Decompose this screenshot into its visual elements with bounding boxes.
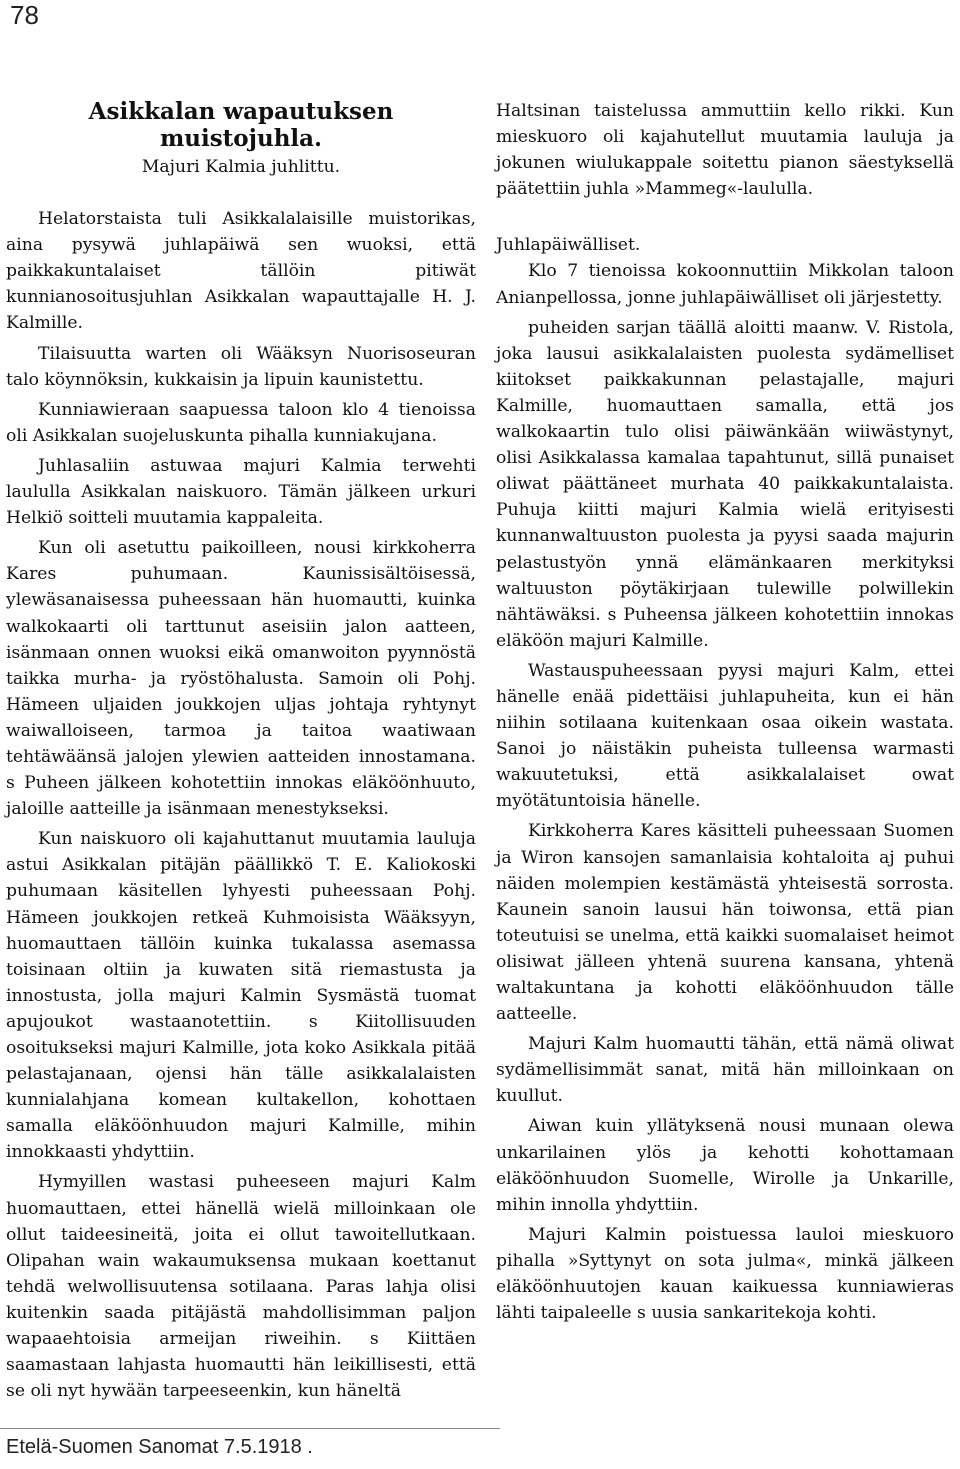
paragraph: Hymyillen wastasi puheeseen majuri Kalm huomauttaen, ettei hänellä wielä milloinkaan ole ollut taideesineitä, joita ei ollut tawoitellutkaan. Olipahan wain wakaumuksensa mukaan koettanut tehdä welwollisuutensa sotilaana. Paras lahja olisi kuitenkin saada pitäjästä mahdollisimman paljon wapaaehtoisia armeijan riweihin. s Kiittäen saamastaan lahjasta huomautti hän leikillisesti, että se oli nyt hywään tarpeeseenkin, kun häneltä [6,1172,476,1402]
paragraph: Kunniawieraan saapuessa taloon klo 4 tienoissa oli Asikkalan suojeluskunta pihalla kunniakujana. [6,399,476,446]
paragraph: Kun oli asetuttu paikoilleen, nousi kirkkoherra Kares puhumaan. Kaunissisältöisessä, ylewäsanaisessa puheessaan hän huomautti, kuinka walkokaarti oli tarttunut aseisiin jalon aatteen, isänmaan onnen wuoksi eikä omanwoiton pyynnöstä taikka murha- ja ryöstöhalusta. Samoin oli Pohj. Hämeen uljaiden joukkojen uljas johtaja ryhtynyt waiwalloiseen, tarmoa ja taitoa waatiwaan tehtäwäänsä jalojen ylewien aatteiden innostamana. s Puheen jälkeen kohotettiin innokas eläköönhuuto, jaloille aatteille ja isänmaan menestykseksi. [6,538,476,820]
paragraph: Majuri Kalmin poistuessa lauloi mieskuoro pihalla »Syttynyt on sota julma«, minkä jälkeen eläköönhuutojen kauan kaikuessa kunniawieras lähti taipaleelle s uusia sankaritekoja kohti. [496,1224,954,1324]
page-number: 78 [10,0,39,30]
paragraph: Aiwan kuin yllätyksenä nousi munaan olewa unkarilainen ylös ja kehotti kohottamaan eläköönhuudon Suomelle, Wirolle ja Unkarille, mihin innolla yhdyttiin. [496,1116,954,1215]
paragraph: Juhlasaliin astuwaa majuri Kalmia terwehti laululla Asikkalan naiskuoro. Tämän jälkeen urkuri Helkiö soitteli muutamia kappaleita. [6,455,476,529]
right-column [496,98,954,1330]
article-title: Asikkalan wapautuksen muistojuhla. [88,98,394,152]
continued-paragraph: Haltsinan taistelussa ammuttiin kello rikki. Kun mieskuoro oli kajahutellut muutamia lauluja ja jokunen wiulukappale soitettu pianon säestyksellä päätettiin juhla »Mammeg«-laululla. [496,101,954,200]
paragraph: Helatorstaista tuli Asikkalalaisille muistorikas, aina pysywä juhlapäiwä sen wuoksi, että paikkakuntalaiset tällöin pitiwät kunnianosoitusjuhlan Asikkalan wapauttajalle H. J. Kalmille. [6,209,476,334]
left-column [6,98,476,1408]
section-gap [496,206,954,232]
paragraph: Klo 7 tienoissa kokoonnuttiin Mikkolan taloon Anianpellossa, jonne juhlapäiwälliset oli järjestetty. [496,261,954,308]
paragraph: Kun naiskuoro oli kajahuttanut muutamia lauluja astui Asikkalan pitäjän päällikkö T. E. Kaliokoski puhumaan käsitellen lyhyesti puheessaan Pohj. Hämeen joukkojen retkeä Kuhmoisista Wääksyyn, huomauttaen tällöin kuinka tukalassa asemassa toisinaan oltiin ja kuwaten sitä riemastusta ja innostusta, jolla majuri Kalmin Sysmästä tuomat apujoukot wastaanotettiin. s Kiitollisuuden osoitukseksi majuri Kalmille, jota koko Asikkala pitää pelastajanaan, ojensi hän tälle asikkalalaisten kunnialahjana komean kultakellon, kohottaen samalla eläköönhuudon majuri Kalmille, mihin innokkaasti yhdyttiin. [6,829,476,1163]
footer-divider [0,1428,500,1429]
paragraph: Majuri Kalm huomautti tähän, että nämä oliwat sydämellisimmät sanat, mitä hän milloinkaan on kuullut. [496,1034,954,1107]
paragraph: puheiden sarjan täällä aloitti maanw. V. Ristola, joka lausui asikkalalaisten puolesta sydämelliset kiitokset paikkakunnan pelastajalle, majuri Kalmille, huomauttaen samalla, että jos walkokaartin tulo olisi päiwänkään wiiwästynyt, olisi Asikkalassa kamalaa tapahtunut, sillä punaiset oliwat päättäneet murhata 40 paikkakuntalaista. Puhuja kiitti majuri Kalmia wielä erityisesti kunnanwaltuuston puolesta ja pyysi saada majurin pelastustyön ynnä elämänkaaren merkityksi waltuuston pöytäkirjaan tulewille polwillekin nähtäwäksi. s Puheensa jälkeen kohotettiin innokas eläköön majuri Kalmille. [496,317,954,651]
paragraph: Tilaisuutta warten oli Wääksyn Nuorisoseuran talo köynnöksin, kukkaisin ja lipuin kaunistettu. [6,343,476,390]
paragraph: Kirkkoherra Kares käsitteli puheessaan Suomen ja Wiron kansojen samanlaisia kohtaloita aj puhui näiden molempien kestämästä yhteisestä sorrosta. Kaunein sanoin lausui hän toiwonsa, että pian toteutuisi se unelma, että kaikki suomalaiset heimot olisiwat jälleen yhtenä suurena kansana, yhtenä waltakuntana ja kohotti eläköönhuudon tälle aatteelle. [496,821,954,1025]
source-citation: Etelä-Suomen Sanomat 7.5.1918 . [6,1436,313,1458]
article-subtitle: Majuri Kalmia juhlittu. [141,157,341,177]
paragraph: Wastauspuheessaan pyysi majuri Kalm, ettei hänelle enää pidettäisi juhlapuheita, kun ei hän niihin sotilaana kuitenkaan osaa oikein wastata. Sanoi jo näistäkin puheista tulleensa warmasti wakuutetuksi, että asikkalalaiset owat myötätuntoisia hänelle. [496,660,954,812]
section-heading: Juhlapäiwälliset. [496,235,641,256]
